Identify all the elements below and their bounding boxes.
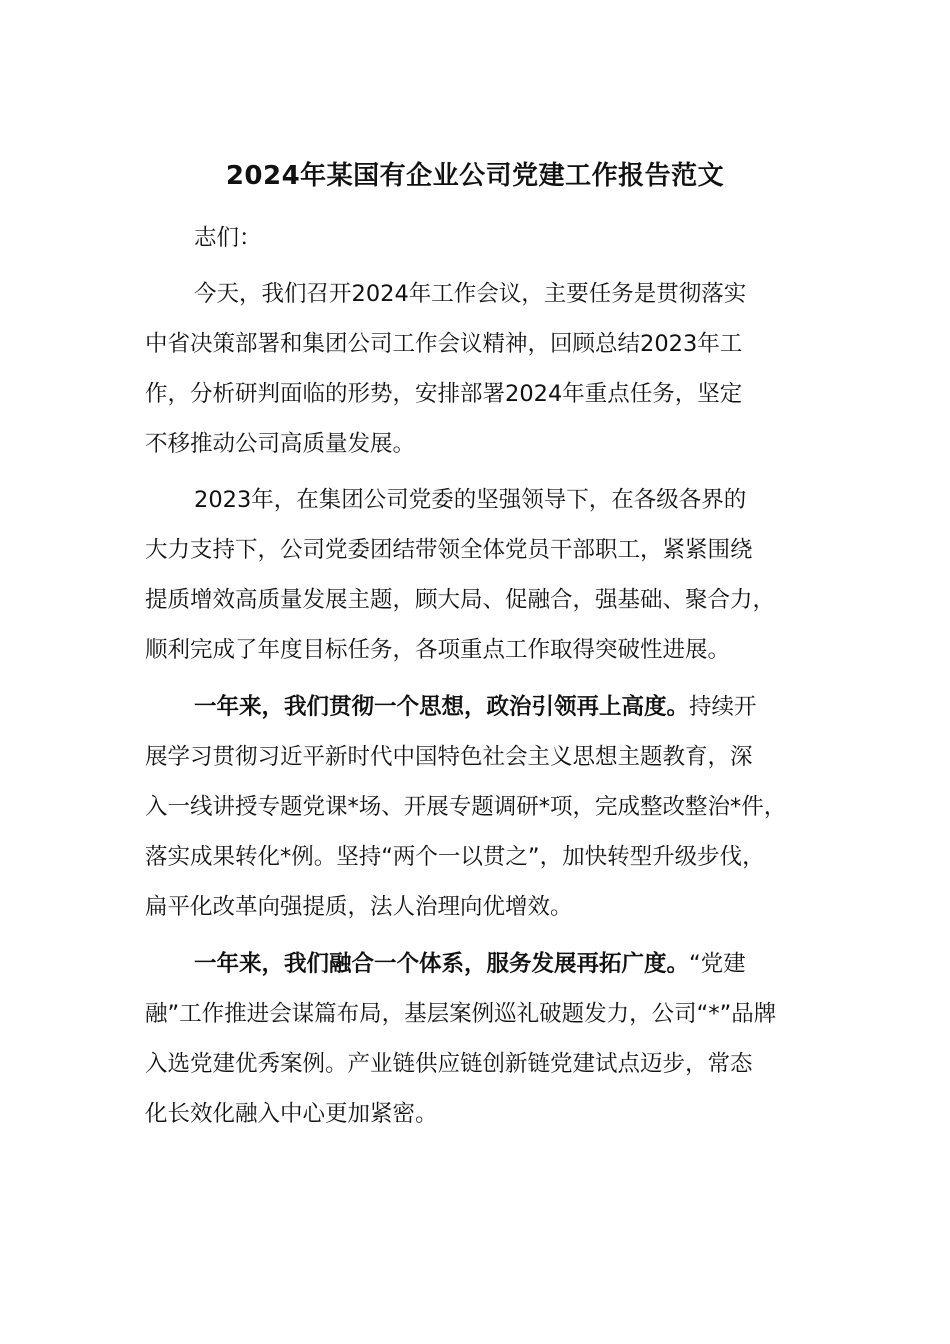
paragraph-line: 顺利完成了年度目标任务，各项重点工作取得突破性进展。 bbox=[145, 637, 731, 663]
paragraph-line: 2023年，在集团公司党委的坚强领导下，在各级各界的 bbox=[194, 487, 747, 513]
paragraph-first-line bbox=[194, 947, 746, 981]
paragraph-line: 不移推动公司高质量发展。 bbox=[145, 431, 416, 457]
paragraph-text: “党建 bbox=[689, 951, 746, 977]
paragraph-line: 落实成果转化*例。坚持“两个一以贯之”，加快转型升级步伐， bbox=[145, 844, 765, 870]
paragraph-line: 扁平化改革向强提质，法人治理向优增效。 bbox=[145, 894, 573, 920]
paragraph-line: 入一线讲授专题党课*场、开展专题调研*项，完成整改整治*件， bbox=[145, 794, 787, 820]
paragraph-text: 持续开 bbox=[689, 694, 757, 720]
paragraph-first-line bbox=[194, 690, 757, 724]
salutation: 志们： bbox=[194, 225, 262, 251]
document-title: 2024年某国有企业公司党建工作报告范文 bbox=[225, 161, 725, 191]
paragraph-line: 提质增效高质量发展主题，顾大局、促融合，强基础、聚合力， bbox=[145, 587, 776, 613]
paragraph-line: 展学习贯彻习近平新时代中国特色社会主义思想主题教育，深 bbox=[145, 744, 753, 770]
paragraph-line: 融”工作推进会谋篇布局，基层案例巡礼破题发力，公司“*”品牌 bbox=[145, 1001, 777, 1027]
paragraph-line: 今天，我们召开2024年工作会议，主要任务是贯彻落实 bbox=[194, 281, 747, 307]
paragraph-line: 化长效化融入中心更加紧密。 bbox=[145, 1101, 438, 1127]
paragraph-heading: 一年来，我们贯彻一个思想，政治引领再上高度。 bbox=[194, 694, 690, 720]
paragraph-heading: 一年来，我们融合一个体系，服务发展再拓广度。 bbox=[194, 951, 690, 977]
paragraph-line: 中省决策部署和集团公司工作会议精神，回顾总结2023年工 bbox=[145, 331, 743, 357]
paragraph-line: 入选党建优秀案例。产业链供应链创新链党建试点迈步，常态 bbox=[145, 1051, 753, 1077]
paragraph-line: 大力支持下，公司党委团结带领全体党员干部职工，紧紧围绕 bbox=[145, 537, 753, 563]
paragraph-line: 作，分析研判面临的形势，安排部署2024年重点任务，坚定 bbox=[145, 381, 743, 407]
